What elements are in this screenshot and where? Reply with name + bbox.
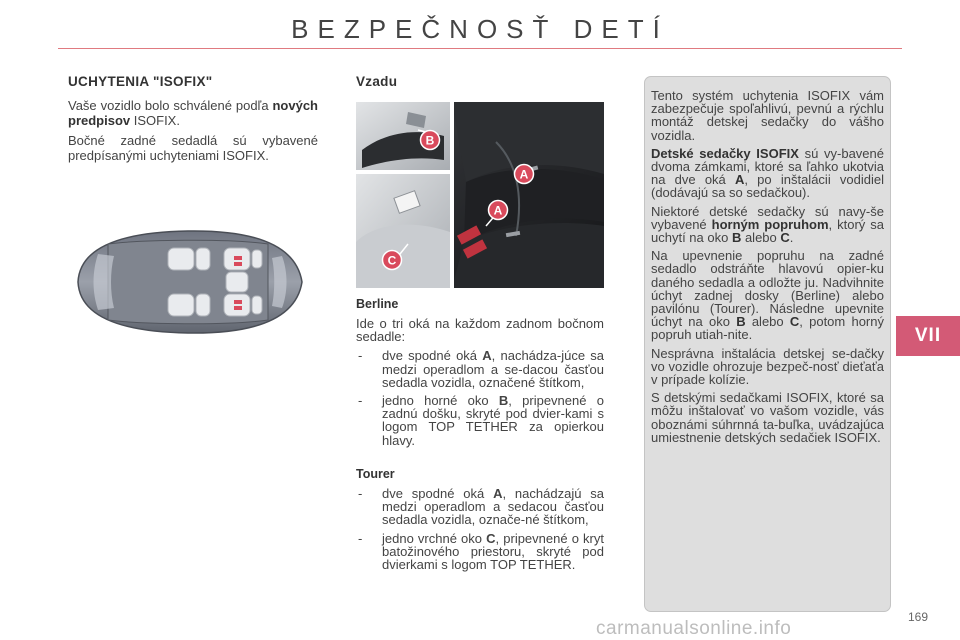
page-header xyxy=(0,0,960,60)
list-item: - jedno vrchné oko C, pripevnené o kryt batožinového priestoru, skryté pod dvierkami s logom TOP TETHER. xyxy=(358,530,604,573)
info-paragraph-top-strap: Niektoré detské sedačky sú navy-še vybavené horným popruhom, ktorý sa uchytí na oko B alebo C. xyxy=(651,203,884,246)
section-heading-isofix: UCHYTENIA "ISOFIX" xyxy=(68,74,213,89)
anchor-label-c xyxy=(383,251,402,270)
left-column xyxy=(68,74,318,169)
info-paragraph-table-ref: S detskými sedačkami ISOFIX, ktoré sa môžu inštalovať vo vašom vozidle, vás oboznámi súhrnná ta-buľka, uvádzajúca umiestnenie detských sedačiek ISOFIX. xyxy=(651,390,884,445)
info-paragraph-isofix-seats: Detské sedačky ISOFIX sú vy-bavené dvoma zámkami, ktoré sa ľahko ukotvia na dve oká A, po inštalácii vodidiel (dodávajú sa so sedačkou). xyxy=(651,145,884,201)
berline-intro: Ide o tri oká na každom zadnom bočnom sedadle: xyxy=(356,316,604,345)
berline-list xyxy=(356,349,604,446)
middle-column xyxy=(356,74,604,99)
isofix-anchor-photo xyxy=(356,102,604,288)
section-heading-rear: Vzadu xyxy=(356,74,398,89)
info-paragraph-fastening: Na upevnenie popruhu na zadné sedadlo odstráňte hlavovú opier-ku daného sedadla a odložte ju. Nadvihnite úchyt zadnej dosky (Berline) alebo pavilónu (Tourer). Následne upevnite úchyt na oko B alebo C, potom horný popruh utiah-nite. xyxy=(651,248,884,343)
berline-heading: Berline xyxy=(356,297,399,311)
chapter-tab[interactable]: VII xyxy=(896,316,960,356)
tourer-list xyxy=(356,487,604,571)
anchor-label-b xyxy=(421,131,440,150)
info-box xyxy=(644,76,891,612)
list-item: - jedno horné oko B, pripevnené o zadnú došku, skryté pod dvier-kami s logom TOP TETHER za opierkou hlavy. xyxy=(358,393,604,448)
berline-section xyxy=(356,297,604,452)
page-title: BEZPEČNOSŤ DETÍ xyxy=(291,14,669,44)
tourer-section xyxy=(356,467,604,576)
header-divider xyxy=(58,48,902,49)
page-number: 169 xyxy=(908,610,929,624)
list-item: - dve spodné oká A, nachádza-júce sa medzi operadlom a se-dacou časťou sedadla vozidla, označené štítkom, xyxy=(358,348,605,390)
list-item: - dve spodné oká A, nachádzajú sa medzi operadlom a sedacou časťou sedadla vozidla, označe-né štítkom, xyxy=(358,486,604,528)
svg-text:C: C xyxy=(387,253,397,268)
car-top-view-illustration xyxy=(68,222,308,342)
svg-text:B: B xyxy=(425,133,435,148)
svg-text:A: A xyxy=(493,203,503,218)
tourer-heading: Tourer xyxy=(356,467,395,481)
info-paragraph-warning: Nesprávna inštalácia detskej se-dačky vo vozidle ohrozuje bezpeč-nosť dieťaťa v prípade kolízie. xyxy=(651,345,884,388)
intro-paragraph: Vaše vozidlo bolo schválené podľa nových predpisov ISOFIX. xyxy=(68,98,318,128)
anchor-label-a-upper xyxy=(515,165,534,184)
info-paragraph-system: Tento systém uchytenia ISOFIX vám zabezpečuje spoľahlivú, pevnú a rýchlu montáž detskej sedačky do vášho vozidla. xyxy=(651,88,884,143)
anchor-label-a-lower xyxy=(489,201,508,220)
svg-text:A: A xyxy=(519,167,529,182)
seats-paragraph: Bočné zadné sedadlá sú vybavené predpísanými uchyteniami ISOFIX. xyxy=(68,133,318,163)
watermark: carmanualsonline.info xyxy=(596,618,792,639)
